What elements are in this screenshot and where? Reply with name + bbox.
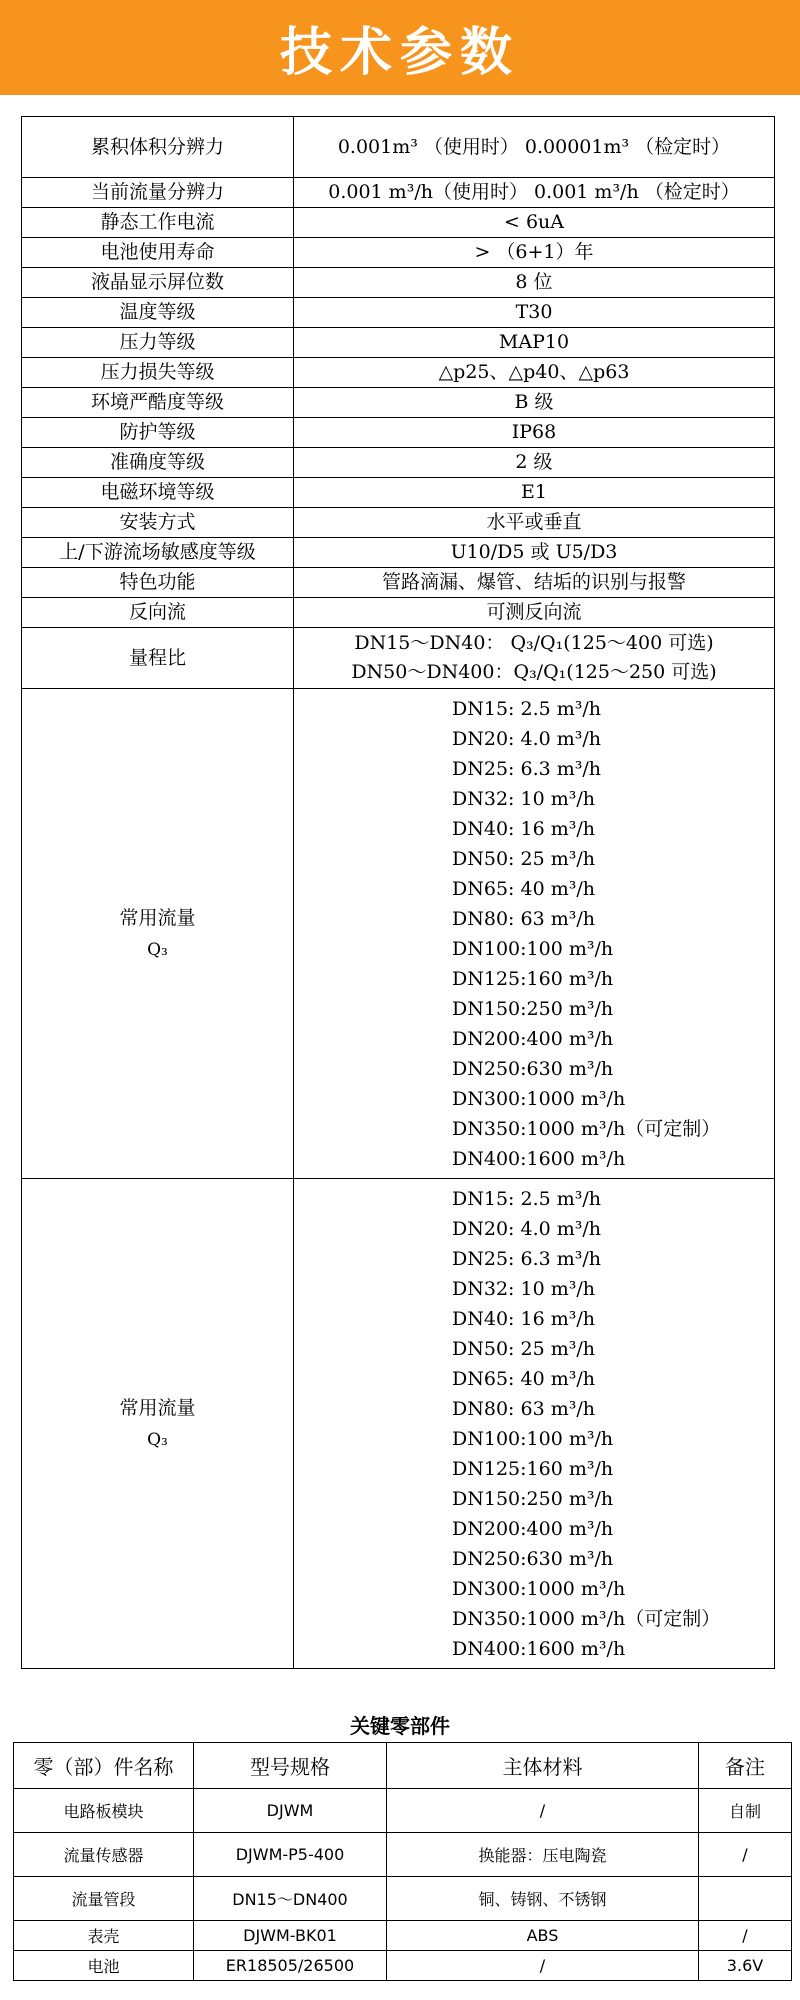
table-row (22, 418, 775, 448)
range-ratio-value (294, 628, 775, 689)
flow-values-cell (294, 1179, 775, 1669)
list-item: DN25: 6.3 m³/h (452, 1247, 602, 1270)
part-material: / (387, 1789, 699, 1833)
list-item: DN15: 2.5 m³/h (452, 697, 602, 720)
list-item: DN350:1000 m³/h（可定制） (452, 1607, 721, 1630)
spec-value: 0.001 m³/h（使用时） 0.001 m³/h （检定时） (294, 178, 775, 208)
list-item: DN350:1000 m³/h（可定制） (452, 1117, 721, 1140)
flow-list (294, 1184, 774, 1664)
spec-value: E1 (294, 478, 775, 508)
spec-value: 管路滴漏、爆管、结垢的识别与报警 (294, 568, 775, 598)
spec-value: B 级 (294, 388, 775, 418)
table-row (22, 478, 775, 508)
spec-value: △p25、△p40、△p63 (294, 358, 775, 388)
list-item: DN25: 6.3 m³/h (452, 757, 602, 780)
table-row (14, 1789, 792, 1833)
part-note (699, 1877, 792, 1921)
part-material: ABS (387, 1921, 699, 1951)
spec-label: 累积体积分辨力 (22, 117, 294, 178)
part-model: DJWM-P5-400 (194, 1833, 387, 1877)
table-row (22, 538, 775, 568)
spec-label: 当前流量分辨力 (22, 178, 294, 208)
table-row (22, 689, 775, 1179)
spec-table (21, 116, 775, 1669)
column-header: 型号规格 (194, 1743, 387, 1789)
table-row (22, 388, 775, 418)
part-material: / (387, 1951, 699, 1981)
list-item: DN300:1000 m³/h (452, 1577, 626, 1600)
spec-label: 准确度等级 (22, 448, 294, 478)
flow-label: 常用流量 (119, 1396, 196, 1419)
table-row (22, 238, 775, 268)
parts-section-title: 关键零部件 (350, 1714, 450, 1738)
list-item: DN65: 40 m³/h (452, 1367, 595, 1390)
table-row (22, 598, 775, 628)
spec-label: 静态工作电流 (22, 208, 294, 238)
spec-label: 上/下游流场敏感度等级 (22, 538, 294, 568)
spec-label: 量程比 (22, 628, 294, 689)
page-title: 技术参数 (279, 23, 520, 83)
spec-label: 特色功能 (22, 568, 294, 598)
spec-label: 防护等级 (22, 418, 294, 448)
table-row (22, 117, 775, 178)
spec-value: IP68 (294, 418, 775, 448)
spec-label: 安装方式 (22, 508, 294, 538)
part-model: DJWM-BK01 (194, 1921, 387, 1951)
flow-symbol: Q₃ (147, 939, 168, 960)
spec-value: 0.001m³ （使用时） 0.00001m³ （检定时） (294, 117, 775, 178)
spec-label: 电磁环境等级 (22, 478, 294, 508)
list-item: DN125:160 m³/h (452, 967, 614, 990)
part-note: / (699, 1833, 792, 1877)
part-model: DN15～DN400 (194, 1877, 387, 1921)
flow-label-cell (22, 689, 294, 1179)
column-header: 零（部）件名称 (14, 1743, 194, 1789)
part-note: 3.6V (699, 1951, 792, 1981)
list-item: DN80: 63 m³/h (452, 907, 595, 930)
flow-list (294, 694, 774, 1174)
list-item: DN200:400 m³/h (452, 1517, 614, 1540)
spec-value: U10/D5 或 U5/D3 (294, 538, 775, 568)
list-item: DN300:1000 m³/h (452, 1087, 626, 1110)
flow-label: 常用流量 (119, 906, 196, 929)
table-row (22, 328, 775, 358)
spec-value: T30 (294, 298, 775, 328)
header-banner (0, 0, 800, 95)
spec-label: 反向流 (22, 598, 294, 628)
spec-value: 8 位 (294, 268, 775, 298)
list-item: DN15: 2.5 m³/h (452, 1187, 602, 1210)
spec-value: 水平或垂直 (294, 508, 775, 538)
table-row (22, 568, 775, 598)
table-row (22, 298, 775, 328)
table-row (14, 1921, 792, 1951)
spec-label: 温度等级 (22, 298, 294, 328)
flow-symbol: Q₃ (147, 1429, 168, 1450)
table-row (14, 1833, 792, 1877)
list-item: DN250:630 m³/h (452, 1547, 614, 1570)
part-name: 电池 (14, 1951, 194, 1981)
table-row (22, 268, 775, 298)
part-material: 换能器：压电陶瓷 (387, 1833, 699, 1877)
list-item: DN150:250 m³/h (452, 997, 614, 1020)
list-item: DN400:1600 m³/h (452, 1147, 626, 1170)
list-item: DN400:1600 m³/h (452, 1637, 626, 1660)
spec-value: > （6+1）年 (294, 238, 775, 268)
list-item: DN80: 63 m³/h (452, 1397, 595, 1420)
flow-label-cell (22, 1179, 294, 1669)
spec-value: 2 级 (294, 448, 775, 478)
list-item: DN50: 25 m³/h (452, 1337, 595, 1360)
table-row (14, 1951, 792, 1981)
part-note: / (699, 1921, 792, 1951)
list-item: DN40: 16 m³/h (452, 1307, 595, 1330)
list-item: DN100:100 m³/h (452, 1427, 614, 1450)
column-header: 主体材料 (387, 1743, 699, 1789)
list-item: DN32: 10 m³/h (452, 1277, 595, 1300)
spec-label: 液晶显示屏位数 (22, 268, 294, 298)
spec-value: < 6uA (294, 208, 775, 238)
column-header: 备注 (699, 1743, 792, 1789)
part-material: 铜、铸钢、不锈钢 (387, 1877, 699, 1921)
table-row (22, 178, 775, 208)
list-item: DN200:400 m³/h (452, 1027, 614, 1050)
spec-label: 电池使用寿命 (22, 238, 294, 268)
table-row (22, 508, 775, 538)
table-row (22, 358, 775, 388)
range-ratio-line: DN15～DN40： Q₃/Q₁(125～400 可选) (354, 632, 714, 654)
list-item: DN250:630 m³/h (452, 1057, 614, 1080)
table-row (22, 448, 775, 478)
list-item: DN32: 10 m³/h (452, 787, 595, 810)
part-name: 电路板模块 (14, 1789, 194, 1833)
part-name: 流量管段 (14, 1877, 194, 1921)
spec-label: 环境严酷度等级 (22, 388, 294, 418)
table-row (22, 628, 775, 689)
parts-table (13, 1742, 792, 1981)
part-name: 流量传感器 (14, 1833, 194, 1877)
part-model: DJWM (194, 1789, 387, 1833)
list-item: DN125:160 m³/h (452, 1457, 614, 1480)
list-item: DN20: 4.0 m³/h (452, 727, 602, 750)
table-header-row (14, 1743, 792, 1789)
list-item: DN150:250 m³/h (452, 1487, 614, 1510)
list-item: DN65: 40 m³/h (452, 877, 595, 900)
spec-label: 压力损失等级 (22, 358, 294, 388)
list-item: DN40: 16 m³/h (452, 817, 595, 840)
table-row (14, 1877, 792, 1921)
flow-values-cell (294, 689, 775, 1179)
part-name: 表壳 (14, 1921, 194, 1951)
spec-value: 可测反向流 (294, 598, 775, 628)
list-item: DN100:100 m³/h (452, 937, 614, 960)
range-ratio-line: DN50～DN400：Q₃/Q₁(125～250 可选) (351, 661, 717, 683)
part-model: ER18505/26500 (194, 1951, 387, 1981)
part-note: 自制 (699, 1789, 792, 1833)
table-row (22, 208, 775, 238)
table-row (22, 1179, 775, 1669)
list-item: DN50: 25 m³/h (452, 847, 595, 870)
spec-value: MAP10 (294, 328, 775, 358)
list-item: DN20: 4.0 m³/h (452, 1217, 602, 1240)
spec-label: 压力等级 (22, 328, 294, 358)
